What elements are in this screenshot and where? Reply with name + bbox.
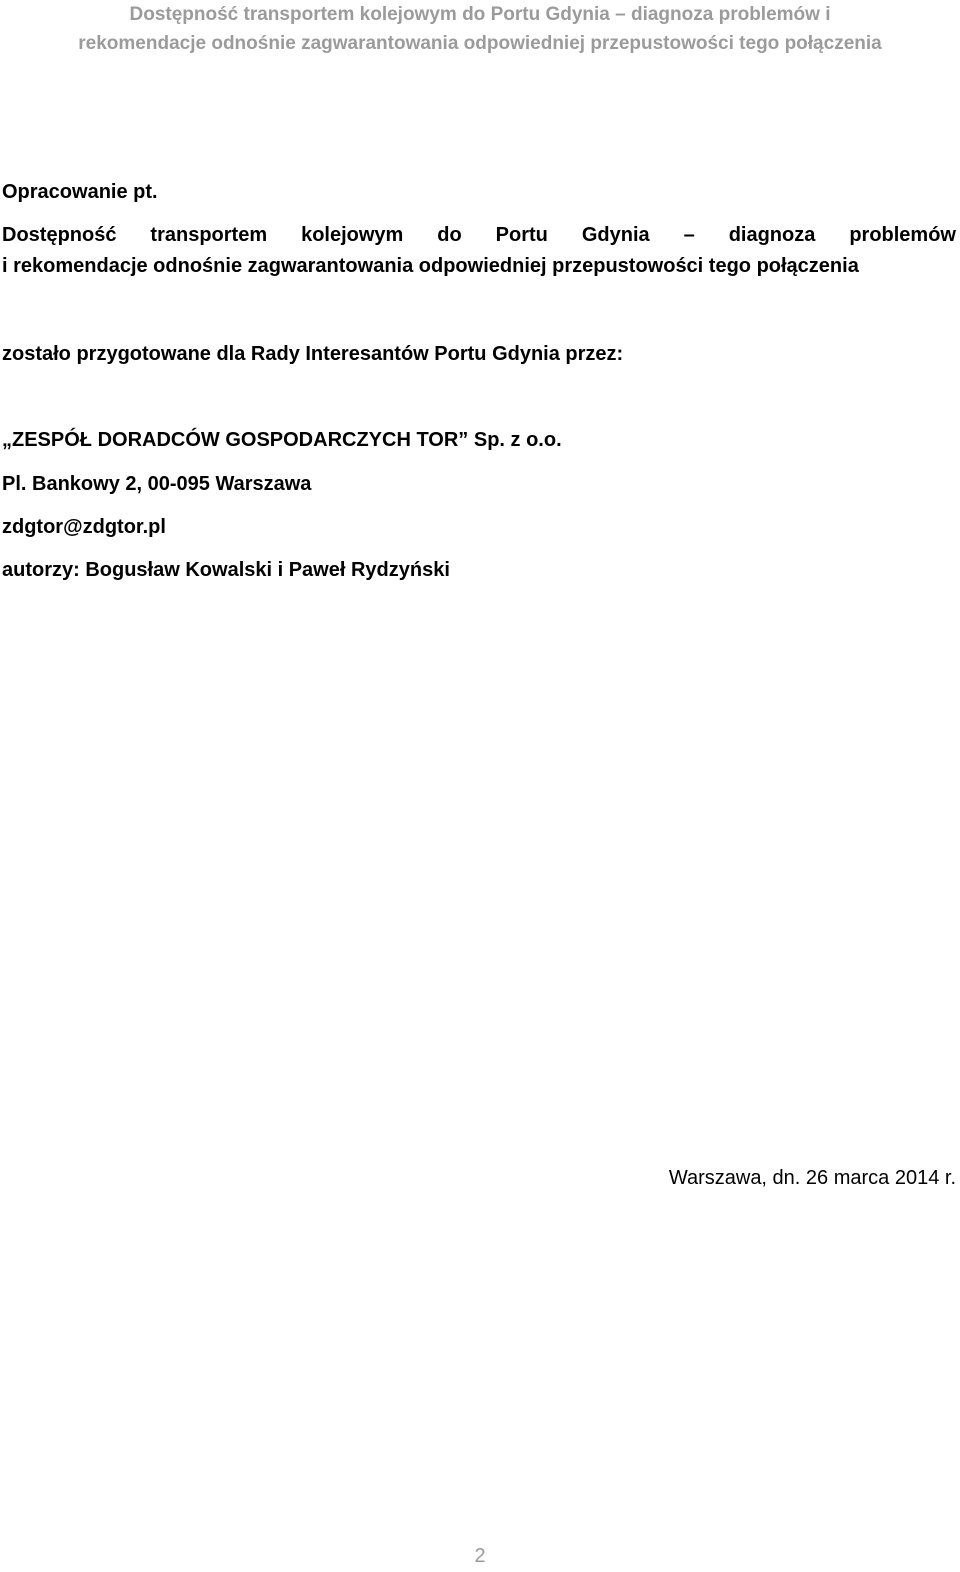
report-title-line-2: i rekomendacje odnośnie zagwarantowania odpowiedniej przepustowości tego połączenia <box>2 255 859 277</box>
running-header <box>0 0 960 58</box>
report-title-line-1: Dostępność transportem kolejowym do Portu Gdynia – diagnoza problemów <box>2 224 956 246</box>
company-address: Pl. Bankowy 2, 00-095 Warszawa <box>2 473 312 495</box>
running-header-line-1: Dostępność transportem kolejowym do Portu Gdynia – diagnoza problemów i <box>129 4 831 25</box>
running-header-line-2: rekomendacje odnośnie zagwarantowania odpowiedniej przepustowości tego połączenia <box>78 33 882 54</box>
company-name: „ZESPÓŁ DORADCÓW GOSPODARCZYCH TOR” Sp. z o.o. <box>2 429 562 451</box>
prepared-for-text: zostało przygotowane dla Rady Interesantów Portu Gdynia przez: <box>2 343 624 365</box>
place-and-date: Warszawa, dn. 26 marca 2014 r. <box>668 1167 956 1189</box>
page-number: 2 <box>474 1545 486 1567</box>
company-email: zdgtor@zdgtor.pl <box>2 516 166 538</box>
authors-line: autorzy: Bogusław Kowalski i Paweł Rydzyński <box>2 559 450 581</box>
report-title <box>2 220 956 282</box>
prepared-by-label: Opracowanie pt. <box>2 181 158 203</box>
